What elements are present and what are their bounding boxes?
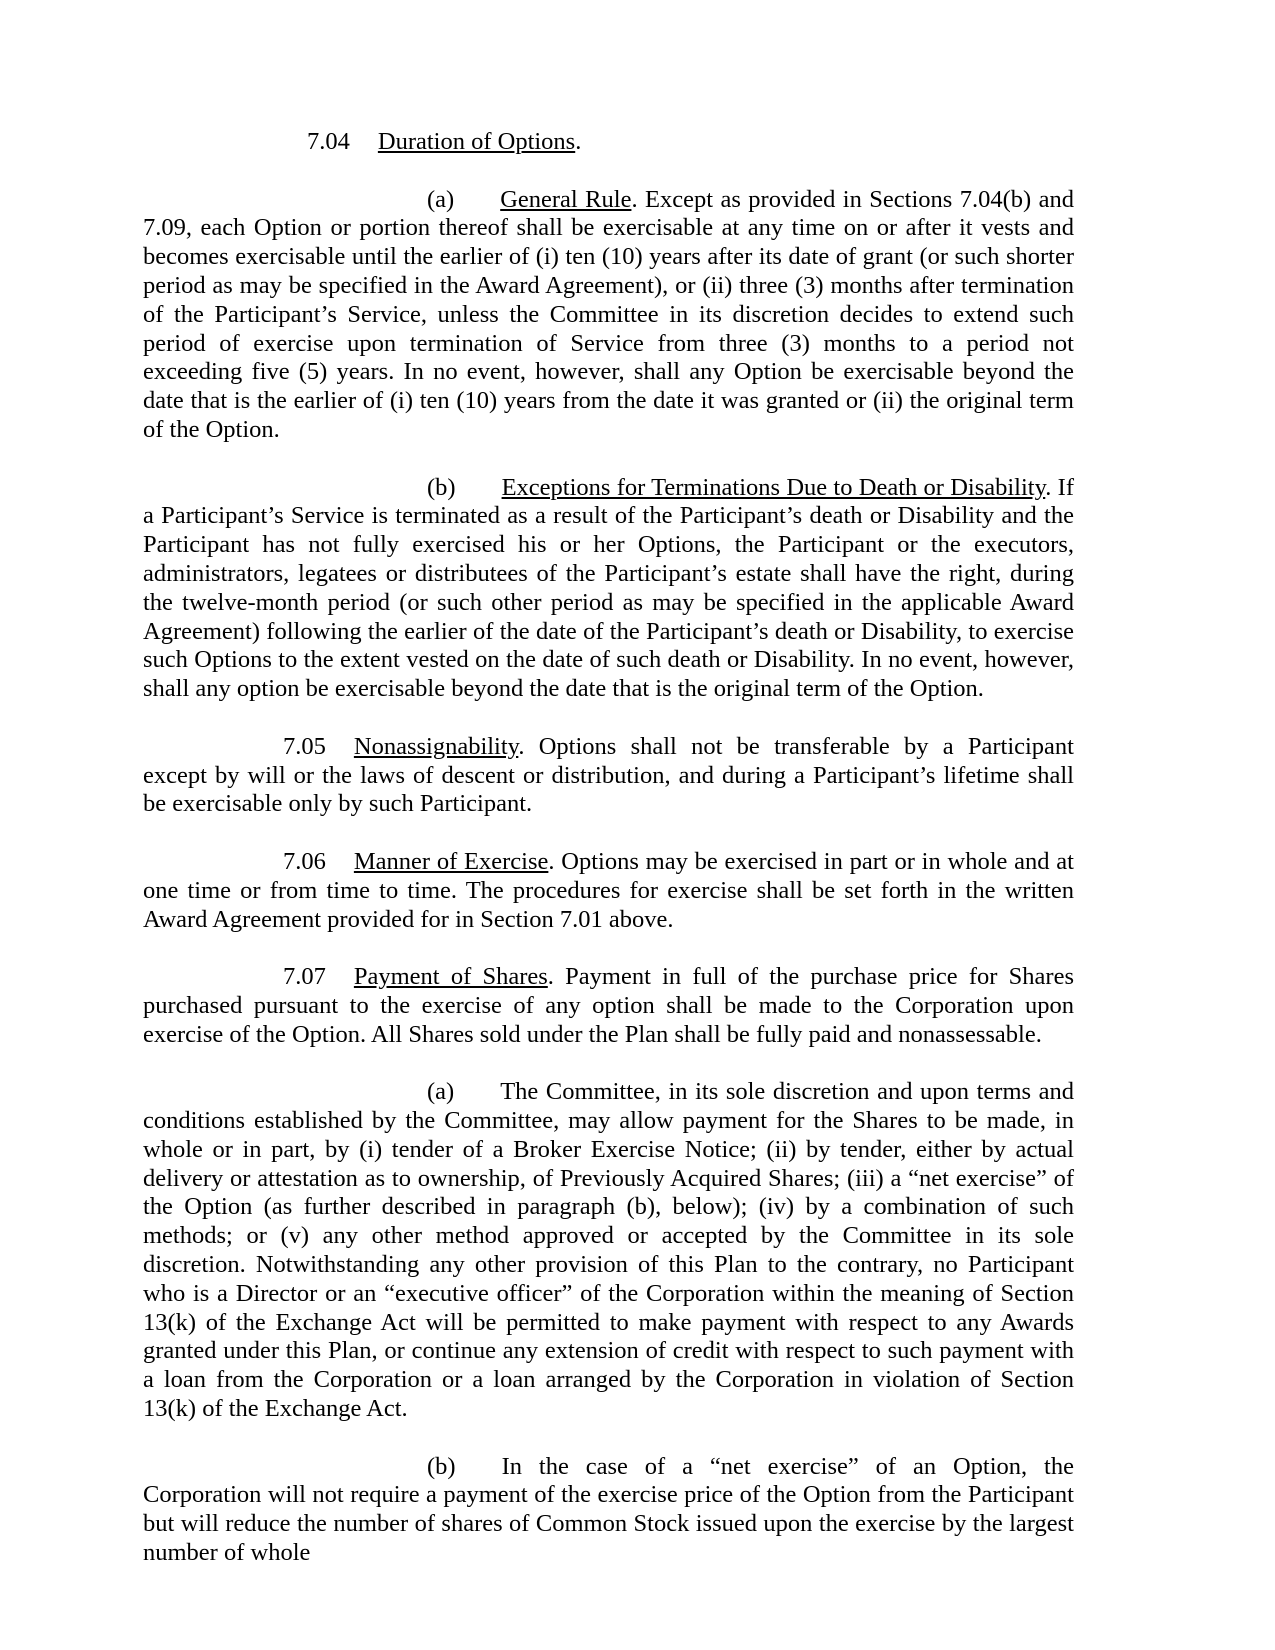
section-body-7-06: . Options may be exercised in part or in whole and at one time or from time to time. The procedures for exercise shall be set forth in the written Award Agreement provided for in Section 7.01 above. bbox=[143, 847, 1074, 933]
section-7-06 bbox=[143, 848, 1074, 934]
subsection-marker-7-04-b: (b) bbox=[427, 473, 456, 501]
subsection-title-7-04-a: General Rule bbox=[500, 185, 632, 213]
section-number-7-04: 7.04 bbox=[307, 128, 350, 155]
subsection-7-07-a bbox=[143, 1078, 1074, 1424]
section-number-7-05: 7.05 bbox=[283, 732, 326, 760]
section-number-7-07: 7.07 bbox=[283, 963, 326, 991]
section-title-7-06: Manner of Exercise bbox=[353, 847, 549, 875]
subsection-body-7-07-b: In the case of a “net exercise” of an Option, the Corporation will not require a payment of the exercise price of the Option from the Participant but will reduce the number of shares of Common Stock issued upon the exercise by the largest number of whole bbox=[143, 1452, 1074, 1567]
section-title-7-07: Payment of Shares bbox=[353, 963, 548, 991]
subsection-marker-7-07-b: (b) bbox=[427, 1452, 456, 1480]
section-7-07 bbox=[143, 963, 1074, 1049]
subsection-marker-7-04-a: (a) bbox=[427, 185, 455, 213]
section-body-7-05: . Options shall not be transferable by a Participant except by will or the laws of descent or distribution, and during a Participant’s lifetime shall be exercisable only by such Participant. bbox=[143, 732, 1074, 818]
section-body-7-07: . Payment in full of the purchase price for Shares purchased pursuant to the exercise of any option shall be made to the Corporation upon exercise of the Option. All Shares sold under the Plan shall be fully paid and nonassessable. bbox=[143, 963, 1075, 1048]
subsection-7-07-b bbox=[143, 1453, 1074, 1568]
subsection-body-7-07-a: The Committee, in its sole discretion and upon terms and conditions established by the Committee, may allow payment for the Shares to be made, in whole or in part, by (i) tender of a Broker Exercise Notice; (ii) by tender, either by actual delivery or attestation as to ownership, of Previously Acquired Shares; (iii) a “net exercise” of the Option (as further described in paragraph (b), below); (iv) by a combination of such methods; or (v) any other method approved or accepted by the Committee in its sole discretion. Notwithstanding any other provision of this Plan to the contrary, no Participant who is a Director or an “executive officer” of the Corporation within the meaning of Section 13(k) of the Exchange Act will be permitted to make payment with respect to any Awards granted under this Plan, or continue any extension of credit with respect to such payment with a loan from the Corporation or a loan arranged by the Corporation in violation of Section 13(k) of the Exchange Act. bbox=[143, 1078, 1074, 1423]
subsection-title-7-04-b: Exceptions for Terminations Due to Death or Disability bbox=[501, 473, 1046, 501]
subsection-body-7-04-a: . Except as provided in Sections 7.04(b) and 7.09, each Option or portion thereof shall be exercisable at any time on or after it vests and becomes exercisable until the earlier of (i) ten (10) years after its date of grant (or such shorter period as may be specified in the Award Agreement), or (ii) three (3) months after termination of the Participant’s Service, unless the Committee in its discretion decides to extend such period of exercise upon termination of Service from three (3) months to a period not exceeding five (5) years. In no event, however, shall any Option be exercisable beyond the date that is the earlier of (i) ten (10) years from the date it was granted or (ii) the original term of the Option. bbox=[143, 185, 1074, 443]
section-7-05 bbox=[143, 733, 1074, 819]
subsection-body-7-04-b: . If a Participant’s Service is terminated as a result of the Participant’s death or Disability and the Participant has not fully exercised his or her Options, the Participant or the executors, administrators, legatees or distributees of the Participant’s estate shall have the right, during the twelve-month period (or such other period as may be specified in the applicable Award Agreement) following the earlier of the date of the Participant’s death or Disability, to exercise such Options to the extent vested on the date of such death or Disability. In no event, however, shall any option be exercisable beyond the date that is the original term of the Option. bbox=[143, 473, 1074, 703]
subsection-7-04-b bbox=[143, 474, 1074, 704]
document-body bbox=[143, 128, 1074, 1568]
section-title-7-04-trailing: . bbox=[575, 128, 582, 155]
subsection-marker-7-07-a: (a) bbox=[427, 1078, 455, 1106]
section-title-7-05: Nonassignability bbox=[353, 732, 519, 760]
section-number-7-06: 7.06 bbox=[283, 847, 326, 875]
section-heading-7-04 bbox=[143, 128, 1074, 157]
section-title-7-04: Duration of Options bbox=[377, 128, 576, 155]
subsection-7-04-a bbox=[143, 186, 1074, 445]
